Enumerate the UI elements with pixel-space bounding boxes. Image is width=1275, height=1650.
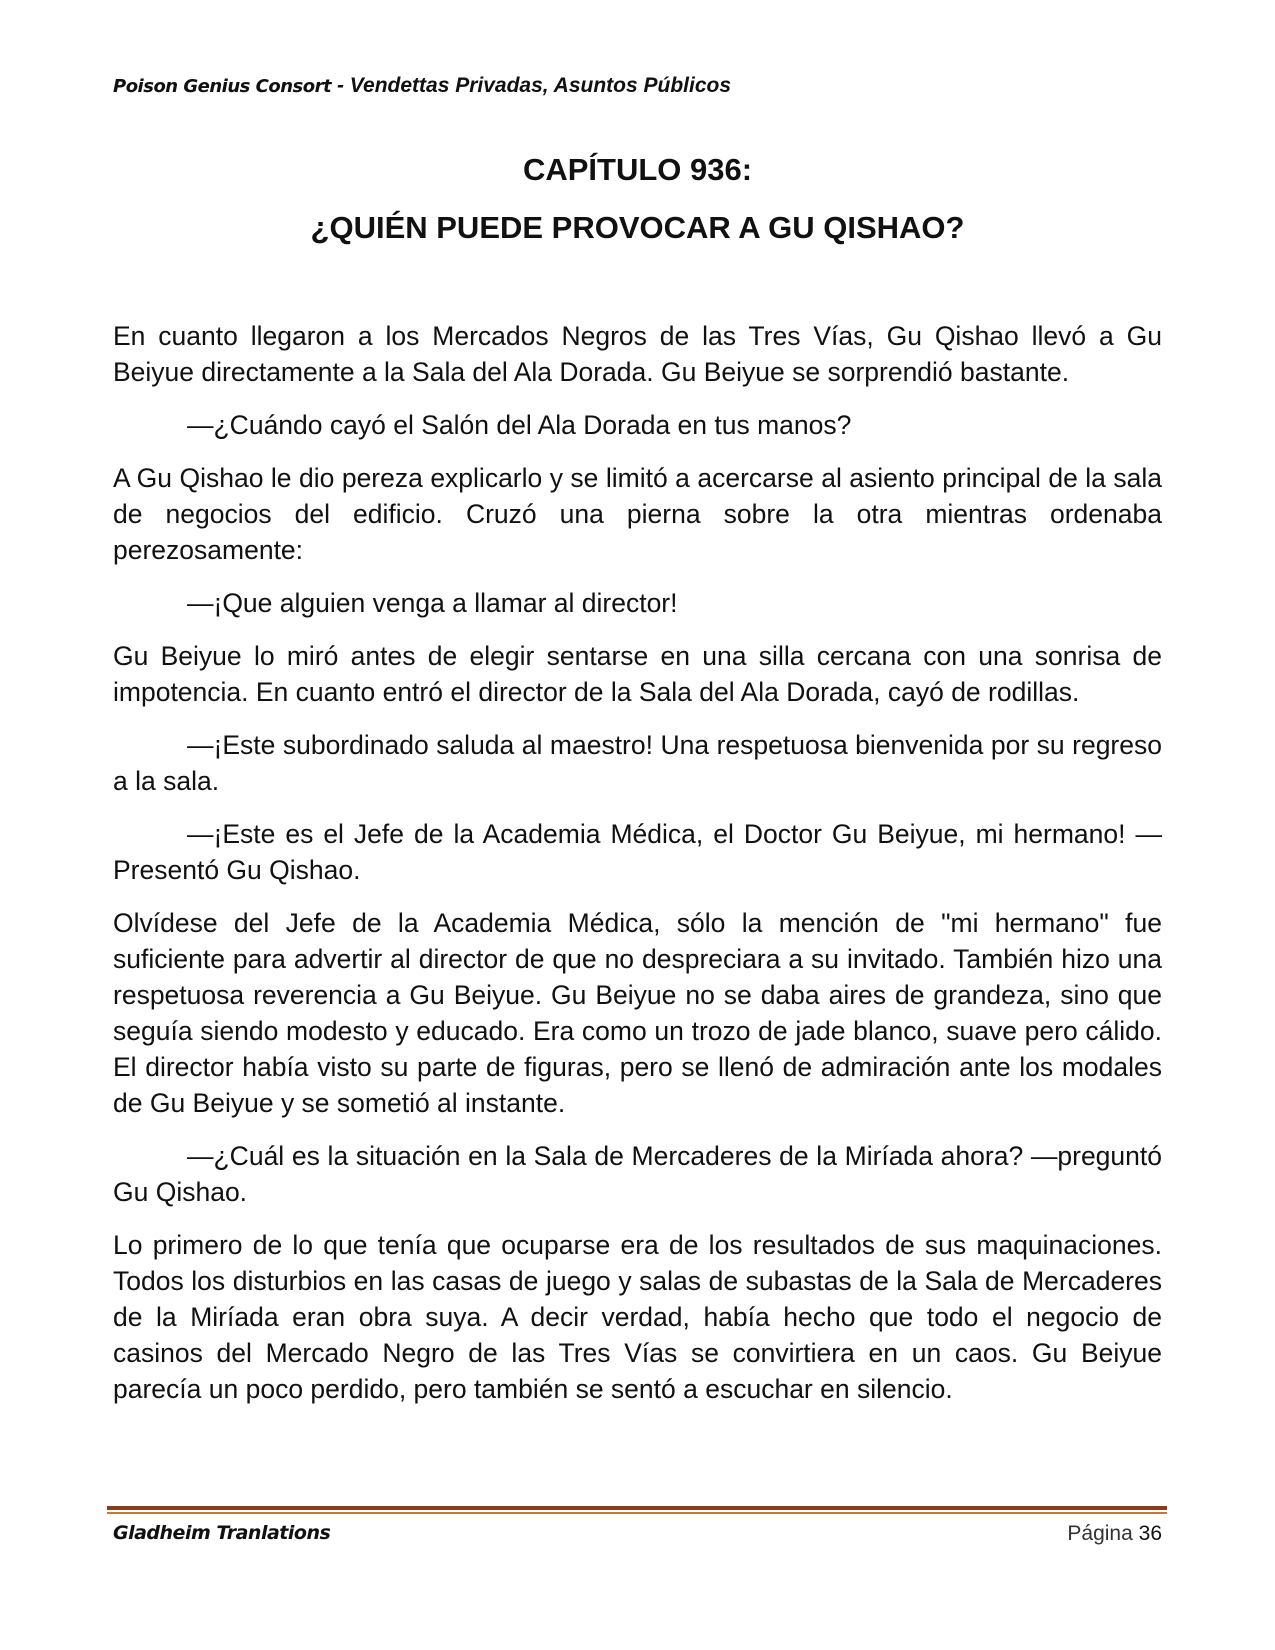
paragraph: Gu Beiyue lo miró antes de elegir sentarse en una silla cercana con una sonrisa de impotencia. En cuanto entró el director de la Sala del Ala Dorada, cayó de rodillas.	[113, 641, 1162, 707]
paragraph: En cuanto llegaron a los Mercados Negros de las Tres Vías, Gu Qishao llevó a Gu Beiyue directamente a la Sala del Ala Dorada. Gu Beiyue se sorprendió bastante.	[113, 321, 1162, 387]
page-number: 36	[1138, 1522, 1162, 1545]
dialogue-paragraph: —¡Este es el Jefe de la Academia Médica, el Doctor Gu Beiyue, mi hermano! —Presentó Gu Qishao.	[113, 819, 1162, 885]
book-title: Poison Genius Consort	[113, 76, 332, 97]
paragraph: A Gu Qishao le dio pereza explicarlo y se limitó a acercarse al asiento principal de la sala de negocios del edificio. Cruzó una pierna sobre la otra mientras ordenaba perezosamente:	[113, 463, 1162, 565]
footer-divider	[107, 1506, 1167, 1514]
paragraph: Lo primero de lo que tenía que ocuparse era de los resultados de sus maquinaciones. Todos los disturbios en las casas de juego y salas de subastas de la Sala de Mercaderes de la Miríada eran obra suya. A decir verdad, había hecho que todo el negocio de casinos del Mercado Negro de las Tres Vías se convirtiera en un caos. Gu Beiyue parecía un poco perdido, pero también se sentó a escuchar en silencio.	[113, 1230, 1162, 1404]
dialogue-paragraph: —¿Cuál es la situación en la Sala de Mercaderes de la Miríada ahora? —preguntó Gu Qishao.	[113, 1141, 1162, 1207]
footer-divider-dark	[107, 1506, 1167, 1510]
volume-title: Vendettas Privadas, Asuntos Públicos	[349, 74, 732, 97]
footer-translator: Gladheim Tranlations	[113, 1522, 331, 1544]
dialogue-paragraph: —¡Que alguien venga a llamar al director!	[187, 588, 678, 618]
paragraph: Olvídese del Jefe de la Academia Médica, sólo la mención de "mi hermano" fue suficiente para advertir al director de que no despreciara a su invitado. También hizo una respetuosa reverencia a Gu Beiyue. Gu Beiyue no se daba aires de grandeza, sino que seguía siendo modesto y educado. Era como un trozo de jade blanco, suave pero cálido. El director había visto su parte de figuras, pero se llenó de admiración ante los modales de Gu Beiyue y se sometió al instante.	[113, 908, 1162, 1118]
running-header	[113, 74, 731, 98]
chapter-number: CAPÍTULO 936:	[522, 152, 753, 187]
header-separator: -	[331, 74, 350, 97]
footer-divider-light	[107, 1512, 1167, 1514]
page-number-block	[1067, 1522, 1162, 1546]
chapter-title: ¿QUIÉN PUEDE PROVOCAR A GU QISHAO?	[310, 210, 965, 245]
page-label: Página	[1067, 1522, 1133, 1545]
chapter-body	[113, 318, 1162, 1424]
dialogue-paragraph: —¿Cuándo cayó el Salón del Ala Dorada en tus manos?	[187, 410, 852, 440]
dialogue-paragraph: —¡Este subordinado saluda al maestro! Una respetuosa bienvenida por su regreso a la sala.	[113, 730, 1162, 796]
